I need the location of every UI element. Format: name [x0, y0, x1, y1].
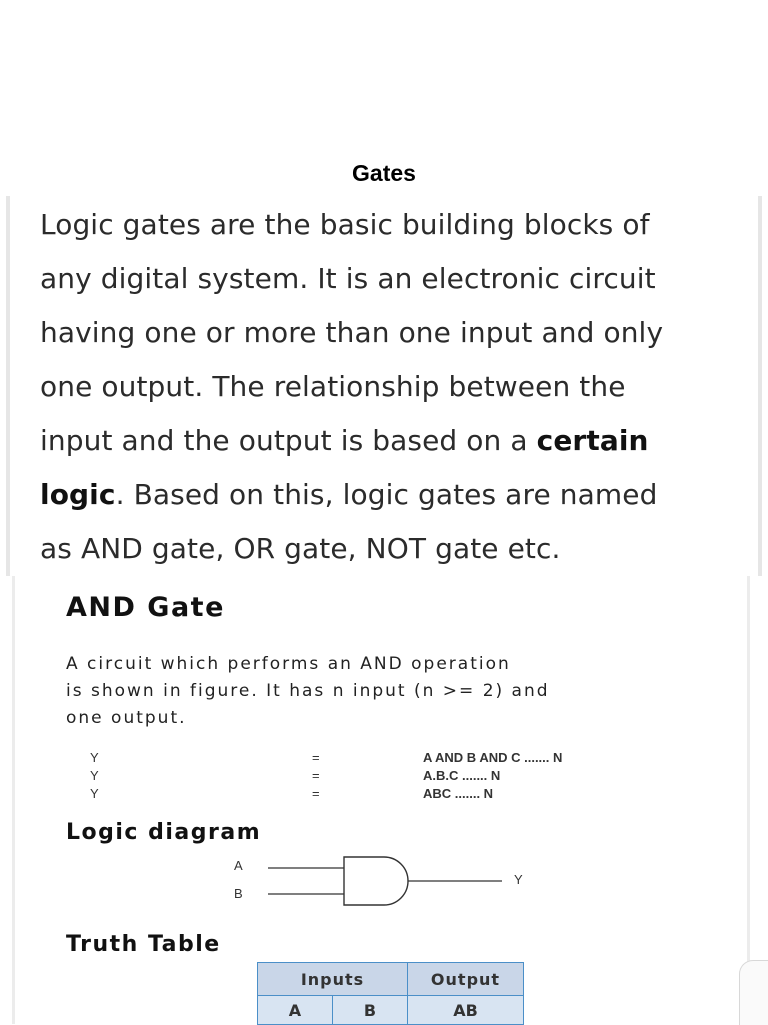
equation-lhs: Y — [90, 750, 99, 765]
truth-table-output-header: Output — [408, 963, 524, 996]
and-gate-heading: AND Gate — [66, 592, 225, 623]
truth-table-inputs-header: Inputs — [258, 963, 408, 996]
and-gate-diagram — [226, 852, 546, 912]
intro-bold-certain: certain — [536, 424, 649, 457]
truth-table-heading: Truth Table — [66, 932, 221, 957]
intro-line-6-text: . Based on this, logic gates are named — [115, 478, 658, 511]
equation-rhs: A AND B AND C ....... N — [423, 750, 563, 765]
truth-table — [257, 962, 524, 1025]
truth-table-header-row — [258, 963, 524, 996]
equation-rhs: A.B.C ....... N — [423, 768, 501, 783]
truth-table-col-a: A — [258, 996, 333, 1025]
equation-equals: = — [312, 750, 320, 765]
diagram-input-a-label: A — [234, 858, 243, 873]
intro-line-3: having one or more than one input and only — [40, 316, 664, 349]
equation-equals: = — [312, 768, 320, 783]
intro-line-4: one output. The relationship between the — [40, 370, 626, 403]
scroll-edge-handle[interactable] — [739, 960, 768, 1025]
intro-bold-logic: logic — [40, 478, 116, 511]
intro-line-7: as AND gate, OR gate, NOT gate etc. — [40, 532, 561, 565]
logic-diagram-heading: Logic diagram — [66, 820, 262, 845]
intro-line-2: any digital system. It is an electronic circuit — [40, 262, 656, 295]
diagram-input-b-label: B — [234, 886, 243, 901]
intro-line-1: Logic gates are the basic building blocks of — [40, 208, 650, 241]
intro-line-6 — [40, 478, 657, 511]
truth-table-subheader-row — [258, 996, 524, 1025]
and-desc-line-1: A circuit which performs an AND operation — [66, 654, 511, 674]
and-desc-line-3: one output. — [66, 708, 187, 728]
intro-line-5 — [40, 424, 649, 457]
equation-equals: = — [312, 786, 320, 801]
and-desc-line-2: is shown in figure. It has n input (n >= 2) and — [66, 681, 550, 701]
equation-lhs: Y — [90, 786, 99, 801]
and-gate-symbol — [344, 857, 408, 905]
truth-table-col-ab: AB — [408, 996, 524, 1025]
page-title: Gates — [352, 160, 416, 186]
diagram-output-label: Y — [514, 872, 523, 887]
equation-rhs: ABC ....... N — [423, 786, 494, 801]
equation-lhs: Y — [90, 768, 99, 783]
intro-line-5-text: input and the output is based on a — [40, 424, 537, 457]
truth-table-col-b: B — [333, 996, 408, 1025]
